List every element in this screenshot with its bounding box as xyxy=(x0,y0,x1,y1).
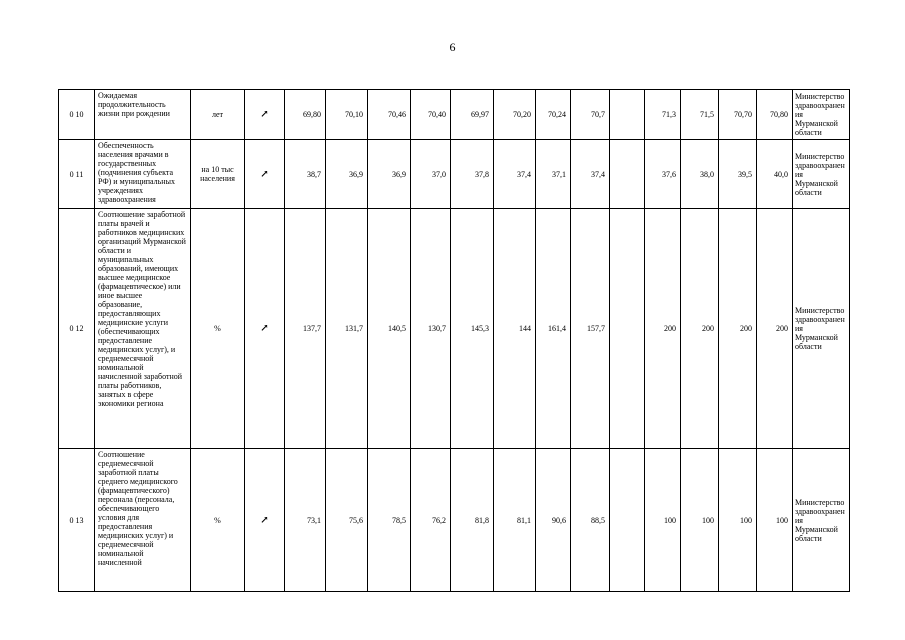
table-row xyxy=(59,90,850,140)
row-value: 37,4 xyxy=(494,140,536,209)
row-value: 70,46 xyxy=(368,90,411,140)
row-indicator-name: Соотношение заработной платы врачей и работников медицинских организаций Мурманской области и муниципальных образований, имеющих высшее медицинское (фармацевтическое) или иное высшее образование, предоставляющих медицинские услуги (обеспечивающих предоставление медицинских услуг), и среднемесячной номинальной начисленной заработной платы работников, занятых в сфере экономики региона xyxy=(95,209,191,449)
row-value: 137,7 xyxy=(285,209,326,449)
row-value: 37,0 xyxy=(411,140,451,209)
row-value: 38,7 xyxy=(285,140,326,209)
indicators-table xyxy=(58,89,850,592)
row-value: 100 xyxy=(681,449,719,592)
trend-up-icon: ↗ xyxy=(245,140,285,209)
row-value: 157,7 xyxy=(571,209,610,449)
row-value: 71,5 xyxy=(681,90,719,140)
row-responsible: Министерство здравоохранения Мурманской области xyxy=(793,449,850,592)
trend-up-icon: ↗ xyxy=(245,449,285,592)
row-value: 75,6 xyxy=(326,449,368,592)
row-value xyxy=(610,449,645,592)
row-code: 0 13 xyxy=(59,449,95,592)
row-value xyxy=(610,90,645,140)
row-unit: % xyxy=(191,209,245,449)
row-value: 39,5 xyxy=(719,140,757,209)
row-value: 200 xyxy=(681,209,719,449)
row-unit: лет xyxy=(191,90,245,140)
row-indicator-name: Обеспеченность населения врачами в государственных (подчинения субъекта РФ) и муниципальных учреждениях здравоохранения xyxy=(95,140,191,209)
row-code: 0 12 xyxy=(59,209,95,449)
row-value: 70,70 xyxy=(719,90,757,140)
row-value: 38,0 xyxy=(681,140,719,209)
row-value: 70,80 xyxy=(757,90,793,140)
row-value: 36,9 xyxy=(368,140,411,209)
row-value: 131,7 xyxy=(326,209,368,449)
row-responsible: Министерство здравоохранения Мурманской области xyxy=(793,140,850,209)
row-value: 161,4 xyxy=(536,209,571,449)
row-value: 140,5 xyxy=(368,209,411,449)
row-unit: % xyxy=(191,449,245,592)
row-code: 0 10 xyxy=(59,90,95,140)
row-value: 69,80 xyxy=(285,90,326,140)
row-value: 70,10 xyxy=(326,90,368,140)
row-value: 70,20 xyxy=(494,90,536,140)
row-value: 70,40 xyxy=(411,90,451,140)
row-responsible: Министерство здравоохранения Мурманской области xyxy=(793,209,850,449)
row-value: 76,2 xyxy=(411,449,451,592)
row-indicator-name: Ожидаемая продолжительность жизни при рождении xyxy=(95,90,191,140)
row-responsible: Министерство здравоохранения Мурманской области xyxy=(793,90,850,140)
row-unit: на 10 тыс населения xyxy=(191,140,245,209)
row-value: 69,97 xyxy=(451,90,494,140)
row-value: 88,5 xyxy=(571,449,610,592)
row-value: 100 xyxy=(645,449,681,592)
row-value: 100 xyxy=(719,449,757,592)
row-value: 100 xyxy=(757,449,793,592)
row-code: 0 11 xyxy=(59,140,95,209)
row-value: 37,8 xyxy=(451,140,494,209)
row-value: 37,6 xyxy=(645,140,681,209)
row-value: 144 xyxy=(494,209,536,449)
table-row xyxy=(59,209,850,449)
row-value xyxy=(610,209,645,449)
row-value: 200 xyxy=(757,209,793,449)
row-value: 81,8 xyxy=(451,449,494,592)
trend-up-icon: ↗ xyxy=(245,209,285,449)
row-value: 40,0 xyxy=(757,140,793,209)
row-value: 200 xyxy=(719,209,757,449)
row-value: 130,7 xyxy=(411,209,451,449)
row-value: 71,3 xyxy=(645,90,681,140)
row-value: 70,7 xyxy=(571,90,610,140)
table-row xyxy=(59,449,850,592)
table-row xyxy=(59,140,850,209)
row-indicator-name: Соотношение среднемесячной заработной платы среднего медицинского (фармацевтического) персонала (персонала, обеспечивающего условия для предоставления медицинских услуг) и среднемесячной номинальной начисленной xyxy=(95,449,191,592)
row-value: 81,1 xyxy=(494,449,536,592)
row-value: 36,9 xyxy=(326,140,368,209)
row-value: 90,6 xyxy=(536,449,571,592)
row-value: 145,3 xyxy=(451,209,494,449)
row-value: 200 xyxy=(645,209,681,449)
row-value: 37,4 xyxy=(571,140,610,209)
row-value: 73,1 xyxy=(285,449,326,592)
row-value: 78,5 xyxy=(368,449,411,592)
page-number: 6 xyxy=(449,40,456,54)
row-value: 70,24 xyxy=(536,90,571,140)
row-value xyxy=(610,140,645,209)
trend-up-icon: ↗ xyxy=(245,90,285,140)
row-value: 37,1 xyxy=(536,140,571,209)
